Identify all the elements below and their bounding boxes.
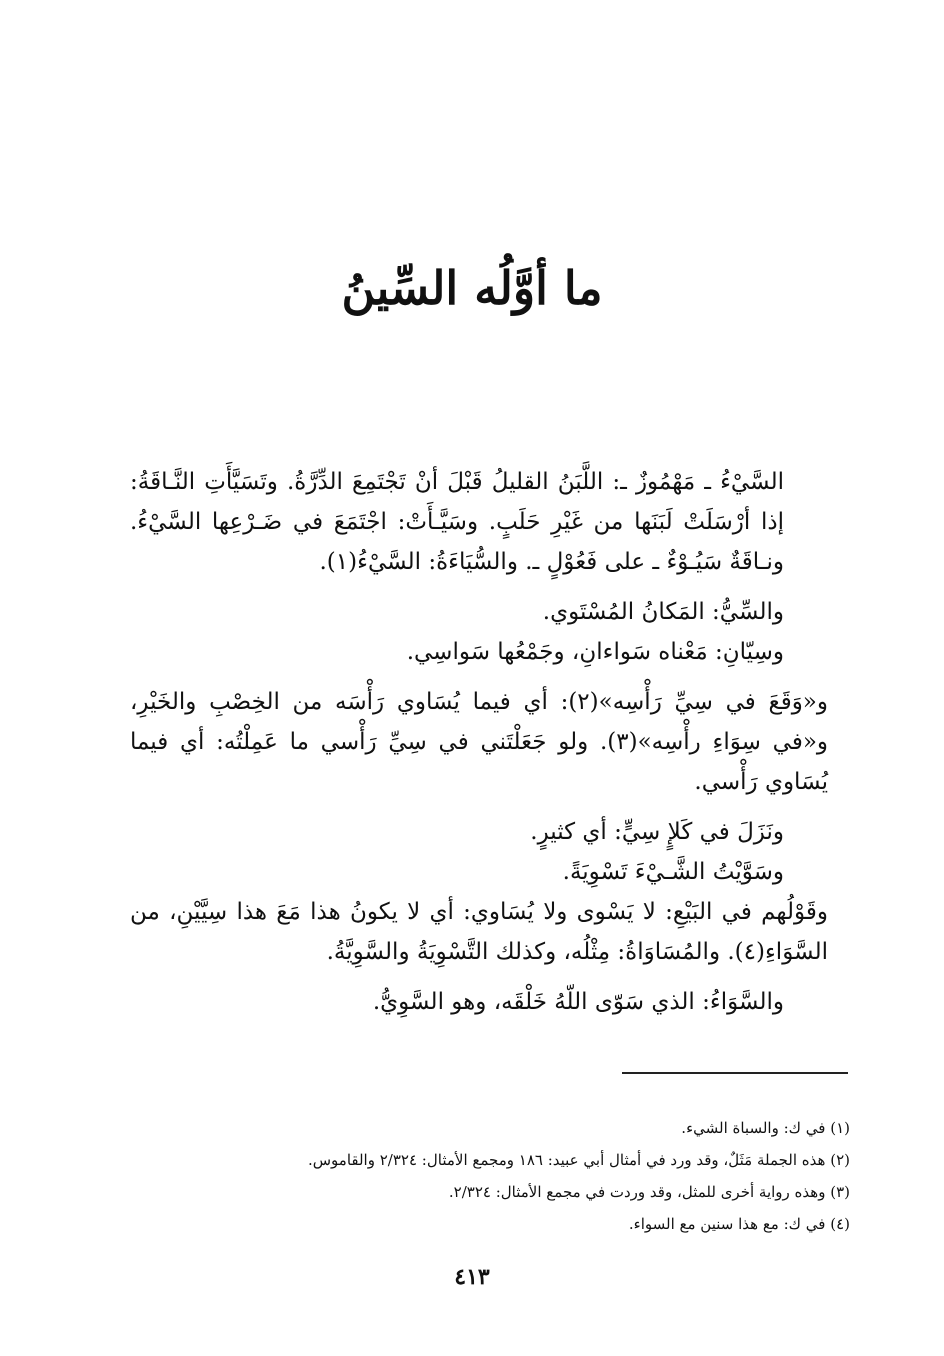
paragraph-sawaa: والسَّوَاءُ: الذي سَوّى اللّهُ خَلْقَه، وهو السَّوِيُّ.	[372, 989, 784, 1015]
paragraph-waqaa: و«وَقَعَ في سِيِّ رَأْسِه»(٢): أي فيما يُسَاوي رَأْسَه من الخِصْبِ والخَيْرِ، و«في سِوَاءِ رأْسِه»(٣). ولو جَعَلْتَني في سِيِّ رَأْسي ما عَمِلْتُه: أي فيما يُسَاوي رَأْسي.	[130, 689, 828, 795]
main-text	[130, 462, 828, 1032]
paragraph-nazala: ونَزَلَ في كَلإٍ سِيٍّ: أي كثيرٍ.	[530, 819, 784, 845]
paragraph-siyy: والسِّيُّ: المَكانُ المُسْتَوي.	[542, 599, 784, 625]
chapter-title: ما أوَّلُه السِّينُ	[341, 261, 603, 315]
paragraph-sayy: السَّيْءُ ـ مَهْمُوزٌ ـ: اللَّبَنُ القليلُ قَبْلَ أنْ تَجْتَمِعَ الدِّرَّةُ. وتَسَيَّأَتِ النَّـاقَةُ: إذا أرْسَلَتْ لَبَنَها من غَيْرِ حَلَبٍ. وسَيَّـأَتْ: اجْتَمَعَ في ضَـرْعِها السَّيْءُ. ونـاقَةٌ سَيُـوْءٌ ـ على فَعُوْلٍ ـ. والسُّيَاءَةُ: السَّيْءُ(١).	[130, 469, 784, 575]
footnotes	[170, 1112, 850, 1240]
footnote-divider	[622, 1072, 848, 1074]
page-number: ٤١٣	[454, 1264, 490, 1290]
footnote-1: (١) في ك: والسباة الشيء.	[681, 1119, 850, 1137]
paragraph-sawwaytu: وسَوَّيْتُ الشَّـيْءَ تَسْوِيَةً.	[562, 859, 784, 885]
footnote-2: (٢) هذه الجملة مَثَلٌ، وقد ورد في أمثال أبي عبيد: ١٨٦ ومجمع الأمثال: ٢/٣٢٤ والقاموس.	[307, 1151, 850, 1169]
footnote-3: (٣) وهذه رواية أخرى للمثل، وقد وردت في مجمع الأمثال: ٢/٣٢٤.	[448, 1183, 850, 1201]
footnote-4: (٤) في ك: مع هذا سنين مع السواء.	[628, 1215, 850, 1233]
paragraph-siyyan: وسِيّانِ: مَعْناه سَواءانِ، وجَمْعُها سَواسِي.	[406, 639, 784, 665]
paragraph-qawluhum: وقَوْلُهم في البَيْعِ: لا يَسْوى ولا يُسَاوي: أي لا يكونُ هذا مَعَ هذا سِيَّيْنِ، من السَّوَاءِ(٤). والمُسَاوَاةُ: مِثْلُه، وكذلك التَّسْوِيَةُ والسَّوِيَّةُ.	[130, 899, 828, 965]
